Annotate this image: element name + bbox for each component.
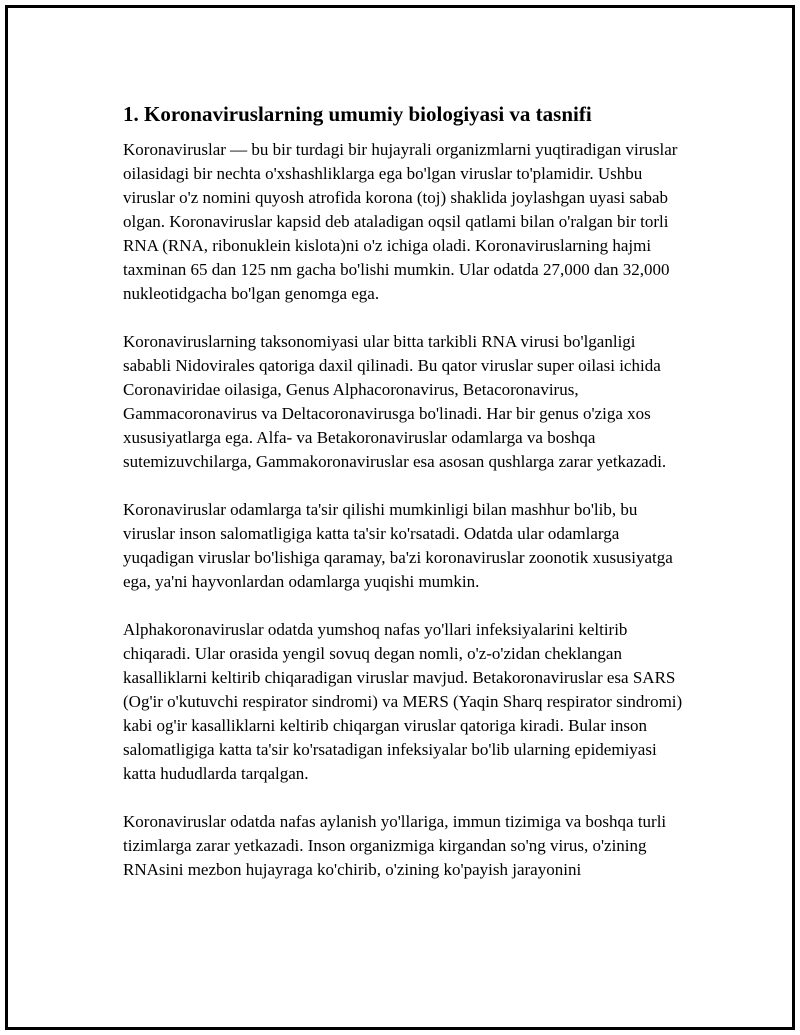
paragraph-3: Koronaviruslar odamlarga ta'sir qilishi mumkinligi bilan mashhur bo'lib, bu viruslar inson salomatligiga katta ta'sir ko'rsatadi. Odatda ular odamlarga yuqadigan viruslar bo'lishiga qaramay, ba'zi koronaviruslar zoonotik xususiyatga ega, ya'ni hayvonlardan odamlarga yuqishi mumkin.	[123, 500, 673, 591]
paragraph-5: Koronaviruslar odatda nafas aylanish yo'llariga, immun tizimiga va boshqa turli tizimlarga zarar yetkazadi. Inson organizmiga kirgandan so'ng virus, o'zining RNAsini mezbon hujayraga ko'chirib, o'zining ko'payish jarayonini	[123, 812, 667, 879]
document-body	[123, 100, 683, 906]
paragraph-4: Alphakoronaviruslar odatda yumshoq nafas yo'llari infeksiyalarini keltirib chiqaradi. Ular orasida yengil sovuq degan nomli, o'z-o'zidan cheklangan kasalliklarni keltirib chiqaradigan viruslar mavjud. Betakoronaviruslar esa SARS (Og'ir o'kutuvchi respirator sindromi) va MERS (Yaqin Sharq respirator sindromi) kabi og'ir kasalliklarni keltirib chiqargan viruslar qatoriga kiradi. Bular inson salomatligiga katta ta'sir ko'rsatadigan infeksiyalar bo'lib ularning epidemiyasi katta hududlarda tarqalgan.	[123, 620, 683, 783]
paragraph-2: Koronaviruslarning taksonomiyasi ular bitta tarkibli RNA virusi bo'lganligi sababli Nidovirales qatoriga daxil qilinadi. Bu qator viruslar super oilasi ichida Coronaviridae oilasiga, Genus Alphacoronavirus, Betacoronavirus, Gammacoronavirus va Deltacoronavirusga bo'linadi. Har bir genus o'ziga xos xususiyatlarga ega. Alfa- va Betakoronaviruslar odamlarga va boshqa sutemizuvchilarga, Gammakoronaviruslar esa asosan qushlarga zarar yetkazadi.	[123, 332, 667, 471]
document-page	[5, 5, 795, 1030]
paragraph-1: Koronaviruslar — bu bir turdagi bir hujayrali organizmlarni yuqtiradigan viruslar oilasidagi bir nechta o'xshashliklarga ega bo'lgan viruslar to'plamidir. Ushbu viruslar o'z nomini quyosh atrofida korona (toj) shaklida joylashgan uyasi sabab olgan. Koronaviruslar kapsid deb ataladigan oqsil qatlami bilan o'ralgan bir torli RNA (RNA, ribonuklein kislota)ni o'z ichiga oladi. Koronaviruslarning hajmi taxminan 65 dan 125 nm gacha bo'lishi mumkin. Ular odatda 27,000 dan 32,000 nukleotidgacha bo'lgan genomga ega.	[123, 140, 678, 303]
section-heading: 1. Koronaviruslarning umumiy biologiyasi va tasnifi	[123, 102, 592, 126]
